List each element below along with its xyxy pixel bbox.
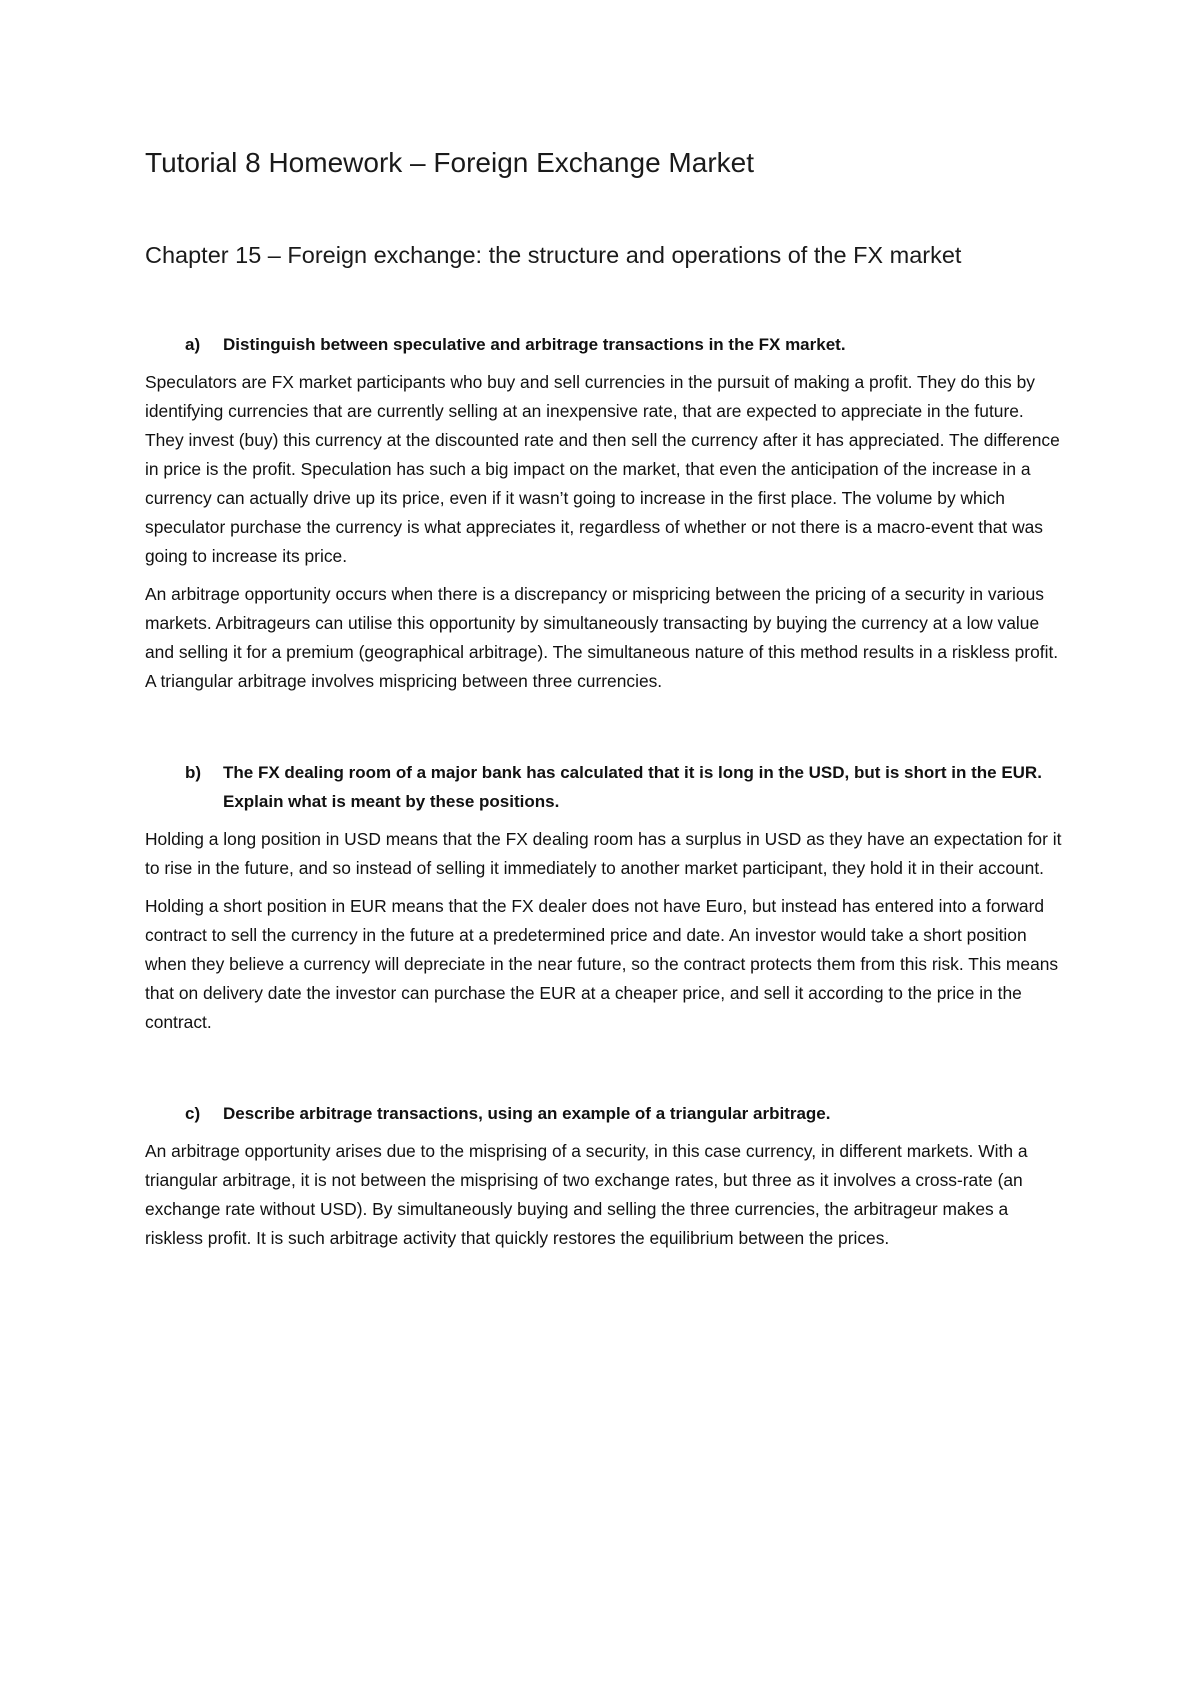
question-letter: b) xyxy=(185,763,202,782)
answer-paragraph: Speculators are FX market participants who buy and sell currencies in the pursuit of making a profit. They do this by identifying currencies that are currently selling at an inexpensive rate, that are expected to appreciate in the future. They invest (buy) this currency at the discounted rate and then sell the currency after it has appreciated. The difference in price is the profit. Speculation has such a big impact on the market, that even the anticipation of the increase in a currency can actually drive up its price, even if it wasn’t going to increase in the first place. The volume by which speculator purchase the currency is what appreciates it, regardless of whether or not there is a macro-event that was going to increase its price. xyxy=(145,372,1060,566)
question-prompt: Distinguish between speculative and arbitrage transactions in the FX market. xyxy=(223,335,846,354)
chapter-heading: Chapter 15 – Foreign exchange: the structure and operations of the FX market xyxy=(145,242,962,268)
answer-paragraph: Holding a long position in USD means that the FX dealing room has a surplus in USD as they have an expectation for it to rise in the future, and so instead of selling it immediately to another market participant, they hold it in their account. xyxy=(145,829,1062,878)
document-body xyxy=(145,146,1065,1253)
question-letter: c) xyxy=(185,1104,201,1123)
question-prompt: The FX dealing room of a major bank has calculated that it is long in the USD, but is short in the EUR. Explain what is meant by these positions. xyxy=(223,763,1042,811)
answer-paragraph: An arbitrage opportunity occurs when there is a discrepancy or mispricing between the pricing of a security in various markets. Arbitrageurs can utilise this opportunity by simultaneously transacting by buying the currency at a low value and selling it for a premium (geographical arbitrage). The simultaneous nature of this method results in a riskless profit. A triangular arbitrage involves mispricing between three currencies. xyxy=(145,584,1059,691)
answer-paragraph: Holding a short position in EUR means that the FX dealer does not have Euro, but instead has entered into a forward contract to sell the currency in the future at a predetermined price and date. An investor would take a short position when they believe a currency will depreciate in the near future, so the contract protects them from this risk. This means that on delivery date the investor can purchase the EUR at a cheaper price, and sell it according to the price in the contract. xyxy=(145,896,1059,1032)
question-c xyxy=(145,1099,1065,1128)
question-letter: a) xyxy=(185,335,201,354)
answer-paragraph: An arbitrage opportunity arises due to the misprising of a security, in this case currency, in different markets. With a triangular arbitrage, it is not between the misprising of two exchange rates, but three as it involves a cross-rate (an exchange rate without USD). By simultaneously buying and selling the three currencies, the arbitrageur makes a riskless profit. It is such arbitrage activity that quickly restores the equilibrium between the prices. xyxy=(145,1141,1028,1248)
question-b xyxy=(145,758,1065,816)
question-prompt: Describe arbitrage transactions, using an example of a triangular arbitrage. xyxy=(223,1104,831,1123)
question-a xyxy=(145,330,1065,359)
document-title: Tutorial 8 Homework – Foreign Exchange Market xyxy=(145,147,754,178)
